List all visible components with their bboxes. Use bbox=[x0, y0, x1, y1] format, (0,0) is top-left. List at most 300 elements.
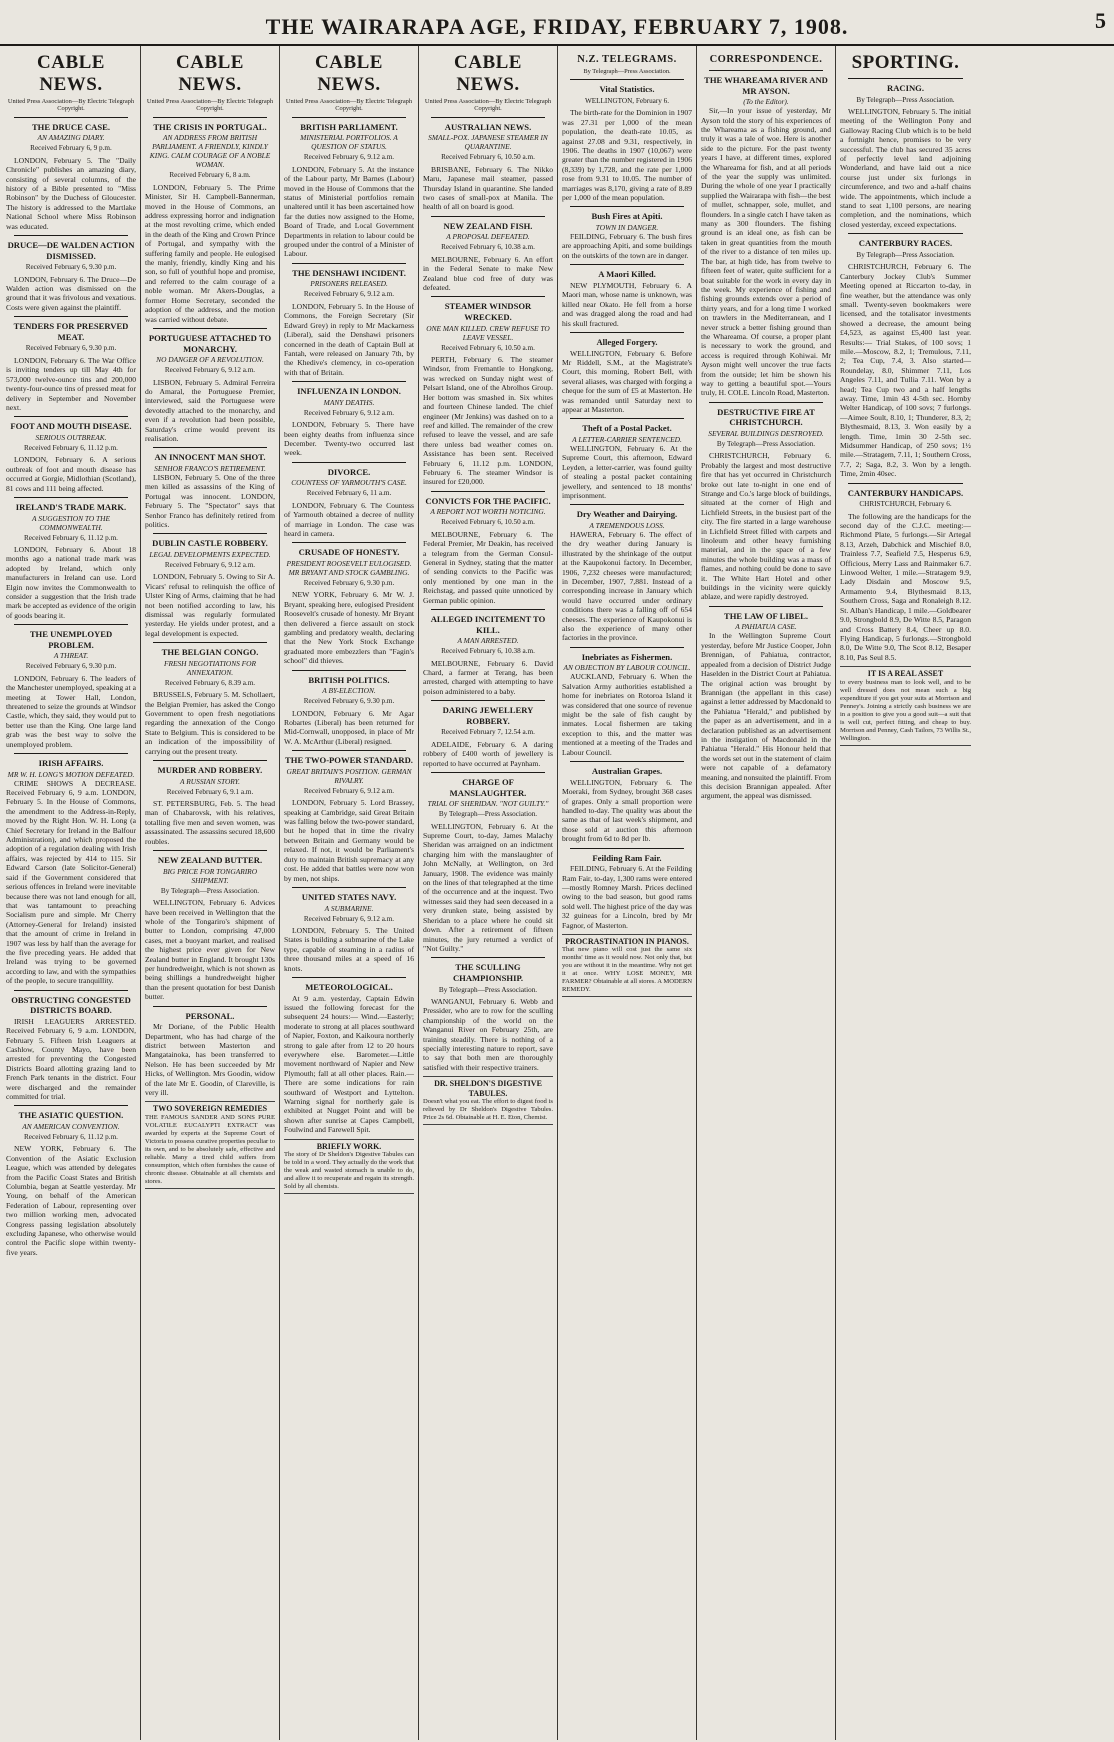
news-story bbox=[284, 670, 414, 747]
news-story bbox=[423, 609, 553, 696]
divider bbox=[431, 216, 545, 217]
news-story bbox=[6, 624, 136, 749]
divider bbox=[431, 957, 545, 958]
story-headline: Theft of a Postal Packet. bbox=[582, 423, 672, 434]
news-story bbox=[145, 328, 275, 443]
story-subheading: A RUSSIAN STORY. bbox=[180, 776, 240, 786]
story-body: WELLINGTON, February 6. Advices have been received in Wellington that the whole of the Tongariro's shipment of butter to London, comprising 47,000 cases, met a buoyant market, and realised the highest price ever given for New Zealand butter in England. It brought 130s per hundredweight, which is not shown as being shillings a hundredweight higher than the present quotation for best Danish butter. bbox=[145, 898, 275, 1002]
story-headline: UNITED STATES NAVY. bbox=[301, 891, 397, 902]
story-subheading: (To the Editor). bbox=[743, 97, 789, 107]
story-subheading: PRESIDENT ROOSEVELT EULOGISED. MR BRYANT AND STOCK GAMBLING. bbox=[286, 558, 412, 577]
story-body: LONDON, February 6. The Countess of Yarmouth obtained a decree of nullity of marriage in London. The case was heard in camera. bbox=[284, 500, 414, 538]
story-body: CRIME SHOWS A DECREASE. Received February 6, 9 a.m. LONDON, February 5. In the House of Commons, the amendment to the Address-in-Reply, moved by the Right Hon. W. H. Long (a Chief Secretary for Ireland in the Balfour Administration), and which proposed the adoption of a regulation dealing with Irish affairs, was rejected by 414 to 115. Sir Edward Carson (late Solicitor-General) said if the Government considered that serious offences in Ireland were inevitable because there was not land enough for all, that was tantamount to preaching Socialism pure and simple. Mr Cherry (Attorney-General for Ireland) insisted that the amount of crime in Ireland in 1907 was less by half than the average for the five preceding years. He added that Ireland was trying to be governed according to law, and with the sympathies of the people, to secure tranquillity. bbox=[6, 778, 136, 986]
story-dateline: Received February 6, 9.12 a.m. bbox=[303, 290, 395, 299]
story-body: LONDON, February 5. Owing to Sir A. Vicars' refusal to relinquish the office of Ulster King of Arms, claiming that he had not been notified according to law, his dismissal was regularly formulated yesterday. He yields under protest, and a legal development is expected. bbox=[145, 572, 275, 638]
story-subheading: TOWN IN DANGER. bbox=[595, 223, 659, 233]
story-headline: IRISH AFFAIRS. bbox=[38, 758, 104, 769]
divider bbox=[431, 609, 545, 610]
divider bbox=[848, 233, 963, 234]
story-body: MELBOURNE, February 6. The Federal Premier, Mr Deakin, has received a telegram from the German Consul-General in Sydney, stating that the matter of sending convicts to the Pacific was only mentioned by one man in the Reichstag, and passed quite unnoticed by German public opinion. bbox=[423, 529, 553, 605]
divider bbox=[292, 750, 406, 751]
story-headline: RACING. bbox=[886, 83, 924, 93]
story-headline: AUSTRALIAN NEWS. bbox=[444, 121, 532, 132]
story-body: HAWERA, February 6. The effect of the dry weather during January is illustrated by the shrinkage of the output at the Kaupokonui factory. In December, 1906, 7,232 cheeses were manufactured; in December, 1907, 7,881. Instead of a corresponding increase in January which would have occurred under ordinary conditions there was a falling off of 654 cheeses. The experience of Kaupokonui is also the experience of many other factories in the province. bbox=[562, 529, 692, 643]
story-headline: DUBLIN CASTLE ROBBERY. bbox=[152, 538, 268, 549]
story-body: Mr Doriane, of the Public Health Department, who has had charge of the district between Masterton and Mangatainoka, has been transferred to Nelson. He has been succeeded by Mr Hicks, of Wellington. Mrs Goodin, widow of the late Mr E. Goodin, of Clareville, is very ill. bbox=[145, 1022, 275, 1097]
story-dateline: Received February 6, 9 p.m. bbox=[30, 144, 112, 153]
story-dateline: Received February 6, 11 a.m. bbox=[306, 489, 392, 498]
news-story bbox=[562, 647, 692, 757]
story-dateline: Received February 6, 9.30 p.m. bbox=[303, 697, 395, 706]
story-dateline: By Telegraph—Press Association. bbox=[160, 886, 260, 895]
column-4 bbox=[419, 46, 558, 1740]
story-headline: CANTERBURY RACES. bbox=[858, 238, 953, 249]
news-story bbox=[6, 117, 136, 231]
story-dateline: By Telegraph—Press Association. bbox=[716, 439, 816, 448]
divider bbox=[153, 1006, 267, 1007]
news-story bbox=[562, 79, 692, 202]
story-headline: Alleged Forgery. bbox=[596, 336, 658, 347]
story-body: LONDON, February 5. In the House of Commons, the Foreign Secretary (Sir Edward Grey) in reply to Mr Mackarness (Liberal), said the Denshawi prisoners concerned in the death of Captain Bull at Fantah, were released on January 7th, by the Khedive's clemency, in co-operation with that of Britain. bbox=[284, 301, 414, 377]
news-story bbox=[423, 296, 553, 486]
divider bbox=[570, 264, 684, 265]
story-subheading: A REPORT NOT WORTH NOTICING. bbox=[430, 507, 546, 517]
news-story bbox=[423, 491, 553, 605]
advertisement-body: That new piano will cost just the same six months' time as it would now. Not only that, but you are without it in the meantime. Why not get it at once. WHY LOSE MONEY, MR FARMER? Obtainable at all stores. A MODERN REMEDY. bbox=[562, 946, 692, 994]
divider bbox=[848, 78, 963, 79]
story-headline: THE TWO-POWER STANDARD. bbox=[285, 755, 413, 766]
news-story bbox=[145, 1006, 275, 1098]
story-subheading: A SUBMARINE. bbox=[324, 903, 374, 913]
story-body: NEW YORK, February 6. Mr W. J. Bryant, speaking here, eulogised President Roosevelt's crusade of honesty. Mr Bryant then delivered a fierce assault on stock gambling and predatory wealth, declaring that the New York Stock Exchange graduated more embezzlers than "Fagin's school" did thieves. bbox=[284, 590, 414, 666]
story-body: LONDON, February 5. The United States is building a submarine of the Lake type, capable of steaming in a radius of three thousand miles at a speed of 16 knots. bbox=[284, 925, 414, 973]
story-headline: CRUSADE OF HONESTY. bbox=[298, 547, 400, 558]
story-subheading: MINISTERIAL PORTFOLIOS. A QUESTION OF STATUS. bbox=[300, 133, 398, 152]
column-heading: CABLE NEWS. bbox=[315, 52, 383, 95]
news-story bbox=[145, 447, 275, 529]
story-subheading: SEVERAL BUILDINGS DESTROYED. bbox=[708, 428, 824, 438]
story-dateline: Received February 6, 9.1 a.m. bbox=[166, 787, 254, 796]
divider bbox=[848, 483, 963, 484]
story-subheading: COUNTESS OF YARMOUTH'S CASE. bbox=[291, 478, 407, 488]
story-body: ST. PETERSBURG, Feb. 5. The head man of Chabarovsk, with his relatives, totalling five men and seven women, was assassinated. The assassins secured 18,600 roubles. bbox=[145, 799, 275, 846]
story-dateline: Received February 6, 11.12 p.m. bbox=[24, 1133, 118, 1141]
story-headline: FOOT AND MOUTH DISEASE. bbox=[10, 421, 132, 432]
masthead bbox=[0, 0, 1114, 46]
story-subheading: A THREAT. bbox=[53, 651, 89, 661]
column-heading: N.Z. TELEGRAMS. bbox=[577, 54, 677, 65]
story-headline: Feilding Ram Fair. bbox=[592, 852, 662, 863]
story-dateline: By Telegraph—Press Association. bbox=[438, 810, 538, 819]
story-subheading: FRESH NEGOTIATIONS FOR ANNEXATION. bbox=[163, 658, 257, 677]
story-headline: Vital Statistics. bbox=[599, 84, 655, 95]
news-story bbox=[6, 235, 136, 312]
story-headline: THE DENSHAWI INCIDENT. bbox=[292, 267, 406, 278]
story-headline: THE SCULLING CHAMPIONSHIP. bbox=[452, 962, 524, 983]
divider bbox=[292, 670, 406, 671]
divider bbox=[431, 700, 545, 701]
newspaper-title: THE WAIRARAPA AGE, FRIDAY, FEBRUARY 7, 1908. bbox=[265, 14, 849, 39]
story-headline: THE UNEMPLOYED PROBLEM. bbox=[29, 629, 113, 650]
news-story bbox=[6, 316, 136, 412]
story-body: LONDON, February 6. The Druce—De Walden action was dismissed on the ground that it was frivolous and vexatious. Costs were given against the plaintiff. bbox=[6, 274, 136, 312]
story-dateline: Received February 6, 9.12 a.m. bbox=[303, 408, 395, 417]
story-body: LONDON, February 6. Mr Agar Robartes (Liberal) has been returned for Mid-Cornwall, unopposed, in place of Mr W. A. McArthur (Liberal) resigned. bbox=[284, 708, 414, 746]
story-headline: IRELAND'S TRADE MARK. bbox=[15, 501, 127, 512]
divider bbox=[292, 462, 406, 463]
story-subheading: NO DANGER OF A REVOLUTION. bbox=[156, 355, 264, 365]
page-number: 5 bbox=[1095, 8, 1106, 33]
news-story bbox=[145, 642, 275, 756]
story-body: WELLINGTON, February 6. At the Supreme Court, this afternoon, Edward Leyden, a letter-carrier, was found guilty of stealing a postal packet containing jewellery, and sentenced to 18 months' imprisonment. bbox=[562, 443, 692, 500]
story-subheading: A LETTER-CARRIER SENTENCED. bbox=[572, 434, 682, 444]
story-dateline: By Telegraph—Press Association. bbox=[856, 250, 955, 259]
divider bbox=[14, 235, 128, 236]
story-headline: THE DRUCE CASE. bbox=[31, 121, 111, 132]
story-headline: METEOROLOGICAL. bbox=[305, 981, 393, 992]
story-dateline: Received February 6, 10.50 a.m. bbox=[441, 343, 535, 352]
story-headline: DESTRUCTIVE FIRE AT CHRISTCHURCH. bbox=[717, 406, 815, 428]
story-subheading: A PROPOSAL DEFEATED. bbox=[446, 232, 530, 242]
news-story bbox=[562, 761, 692, 843]
story-body: LONDON, February 6. A serious outbreak of foot and mouth disease has occurred at Gorgie, Midlothian (Scotland), 81 cows and 111 being affected. bbox=[6, 455, 136, 493]
advertisement-body: Doesn't what you eat. The effort to digest food is relieved by Dr Sheldon's Digestive Tabules. Price 2s 6d. Obtainable at H. E. Eton, Chemist. bbox=[423, 1097, 553, 1121]
story-dateline: Received February 6, 8 a.m. bbox=[169, 171, 251, 180]
story-body: PERTH, February 6. The steamer Windsor, from Fremantle to Hongkong, was wrecked on Sunday night west of Pelsart Island, one of the Abrolhos Group. Her bottom was smashed in. Six whites and fourteen Chinese landed. The chief engineer (Mr Jenkins) was dashed on to a reef and killed. The remainder of the crew refused to leave the vessel, and are safe there unless bad weather comes on. Assistance has been sent. Received February 6, 11.12 p.m. LONDON, February 6. The steamer Windsor is insured for £20,000. bbox=[423, 355, 553, 487]
news-story bbox=[562, 848, 692, 930]
story-headline: PORTUGUESE ATTACHED TO MONARCHY. bbox=[148, 332, 272, 354]
story-body: FEILDING, February 6. At the Feilding Ram Fair, to-day, 1,300 rams were entered—mostly Romney Marsh. Prices declined owing to the bad season, but good rams sold well. The highest price of the day was 32 guineas for a Lincoln, bred by Mr Fagnor, of Masterton. bbox=[562, 864, 692, 930]
story-subheading: A PAHIATUA CASE. bbox=[735, 622, 797, 632]
story-headline: Bush Fires at Apiti. bbox=[591, 211, 663, 222]
story-body: In the Wellington Supreme Court yesterday, before Mr Justice Cooper, John Brennigan, of Pahiatua, contractor, appealed from a decision of District Judge Haselden in the District Court at Pahiatua. The original action was brought by Brannigan (the appellant in this case) against a letter addressed by Macdonald to the Pahiatua "Herald," and published by the paper as an advertisement, and in a declaration published as an advertisement in the instigation of Macdonald in the Pahiatua "Herald." His Honour held that the words set out in the statement of claim were not capable of a defamatory meaning, and nonsuited the plaintiff. From this decision Brannigan appealed. After argument, the appeal was dismissed. bbox=[701, 631, 831, 801]
story-subheading: MANY DEATHS. bbox=[323, 397, 375, 407]
story-subheading: A BY-ELECTION. bbox=[322, 686, 376, 696]
story-body: The birth-rate for the Dominion in 1907 was 27.31 per 1,000 of the mean population, the death-rate 10.05, as against 27.08 and 9.31, respectively, in 1906. The deaths in 1907 (10,067) were greater than the number registered in 1906 (8,339) by 1,728, and the rate per 1,000 rose from 9.31 to 10.05. The number of marriages was 8,170, giving a rate of 8.89 per 1,000 of the mean population. bbox=[562, 108, 692, 203]
story-headline: NEW ZEALAND BUTTER. bbox=[157, 855, 263, 866]
divider bbox=[570, 647, 684, 648]
story-subheading: SENHOR FRANCO'S RETIREMENT. bbox=[154, 463, 266, 473]
story-headline: DRUCE—DE WALDEN ACTION DISMISSED. bbox=[7, 240, 135, 261]
story-body: At 9 a.m. yesterday, Captain Edwin issued the following forecast for the subsequent 24 hours:— Wind.—Easterly; moderate to strong at all places southward of Napier, Foxton, and Kaikoura northerly strong to gale after from 12 to 20 hours everywhere else. Barometer.—Little movement northward of Napier and New Plymouth; fall at all other places. Rain.—There are some indications for rain southward of Westport and Lyttelton. Warning signal for northerly gale is exhibited at Nugget Point and will be shown after sunrise at Capes Campbell, Foulwind and Farewell Spit. bbox=[284, 993, 414, 1135]
column-3 bbox=[280, 46, 419, 1740]
advertisement-body: to every business man to look well, and to be well dressed does not mean such a big expenditure if you get your suits at Morrison and Penney's. Joining a strictly cash business we are in a position to give you a good suit—a suit that is well cut, perfect fitting, and cheap to buy. Morrison and Penney, Cash Tailors, 73 Willis St., Wellington. bbox=[840, 678, 971, 742]
story-dateline: Received February 6, 9.30 p.m. bbox=[25, 662, 117, 671]
advertisement bbox=[145, 1101, 275, 1188]
story-dateline: By Telegraph—Press Association. bbox=[438, 985, 538, 994]
story-headline: MURDER AND ROBBERY. bbox=[157, 765, 263, 776]
divider bbox=[431, 296, 545, 297]
news-story bbox=[284, 542, 414, 665]
column-heading: CORRESPONDENCE. bbox=[709, 54, 823, 65]
divider bbox=[14, 990, 128, 991]
news-story bbox=[423, 216, 553, 293]
column-attribution: United Press Association—By Electric Telegraph Copyright. bbox=[7, 98, 135, 113]
advertisement-body: THE FAMOUS SANDER AND SONS PURE VOLATILE EUCALYPTI EXTRACT was awarded by experts at the Supreme Court of Victoria to possess curative properties peculiar to its own, and to be absolutely safe, effective and reliable. Many a tired child suffers from consumption, which often furnishes the cause of chronic disease. Obtainable at all chemists and stores. bbox=[145, 1113, 275, 1185]
story-body: LONDON, February 5. The Prime Minister, Sir H. Campbell-Bannerman, moved in the House of Commons, an address expressing horror and indignation at the most revolting crime, which ended in the death of the King and Crown Prince of Portugal, and sympathy with the suffering family and people. He eulogised the manly, friendly, kindly King and his son, so full of youthful hope and promise, and referred to the calm courage of a noble woman. Mr Akers-Douglas, a former Home Secretary, seconded the adoption of the address, and the motion was carried without debate. bbox=[145, 182, 275, 324]
story-subheading: AN AMAZING DIARY. bbox=[37, 133, 105, 143]
story-headline: THE WHAREAMA RIVER AND MR AYSON. bbox=[704, 75, 828, 96]
column-attribution: By Telegraph—Press Association. bbox=[583, 68, 671, 75]
story-dateline: Received February 6, 9.30 p.m. bbox=[303, 578, 395, 587]
story-body: WELLINGTON, February 5. The initial meeting of the Wellington Pony and Galloway Racing Club which is to be held a fortnight hence, promises to be very successful. The club has secured 35 acres of perfectly level land adjoining Wonderland, and have laid out a nice course just under six furlongs in circumference, and two and a-half chains wide. The appointments, which include a stand to seat 1,100 persons, are nearing completion, and the nominations, which closed yesterday, exceed expectations. bbox=[840, 107, 971, 229]
news-story bbox=[840, 78, 971, 229]
column-5 bbox=[558, 46, 697, 1740]
story-body: WANGANUI, February 6. Webb and Pressider, who are to row for the sculling championship of the world on the Wanganui River on February 25th, are training steadily. There is nothing of a specially interesting nature to report, save to say that both men are thoroughly satisfied with their respective trainers. bbox=[423, 996, 553, 1072]
story-body: BRISBANE, February 6. The Nikko Maru, Japanese mail steamer, passed Thursday Island in quarantine. She landed two cases of small-pox at Manila. The health of all on board is good. bbox=[423, 164, 553, 212]
news-story bbox=[701, 606, 831, 801]
story-headline: CANTERBURY HANDICAPS. bbox=[847, 487, 964, 498]
divider bbox=[570, 79, 684, 80]
story-body: NEW YORK, February 6. The Convention of the Asiatic Exclusion League, which was attended by delegates from the Pacific Coast States and British Columbia, began at Seattle yesterday. Mr Young, on behalf of the American Federation of Labour, representing over two million working men, advocated Congress passing legislation absolutely excluding Japanese, who otherwise would control the Pacific slope within twenty-five years. bbox=[6, 1144, 136, 1257]
news-story bbox=[145, 117, 275, 324]
news-story bbox=[6, 416, 136, 493]
news-story bbox=[840, 483, 971, 663]
divider bbox=[292, 263, 406, 264]
news-story bbox=[6, 497, 136, 620]
divider bbox=[153, 850, 267, 851]
story-body: WELLINGTON, February 6. At the Supreme Court, to-day, James Malachy Sheridan was arraigned on an indictment charging him with the manslaughter of John McNally, at Wellington, on 3rd January, 1908. The evidence was mainly on the lines of that telegraphed at the time of the occurrence and at the inquest. Two witnesses said they had seen deceased in a very drunken state, being assisted by Sheridan to a place where he could sit down. After a retirement of fifteen minutes, the jury returned a verdict of "Not Guilty." bbox=[423, 821, 553, 953]
story-body: LONDON, February 5. The "Daily Chronicle" publishes an amazing diary, consisting of several columns, of the history of a Bible presented to "Miss Robinson" by the Duchess of Gloucester. The history is addressed to the Martlake National School where Miss Robinson was educated. bbox=[6, 155, 136, 231]
divider bbox=[14, 416, 128, 417]
story-dateline: Received February 6, 9.12 a.m. bbox=[164, 560, 256, 569]
divider bbox=[153, 117, 267, 118]
advertisement bbox=[840, 666, 971, 745]
news-story bbox=[423, 772, 553, 953]
story-headline: THE CRISIS IN PORTUGAL. bbox=[153, 121, 267, 132]
story-dateline: Received February 6, 9.12 a.m. bbox=[303, 914, 395, 923]
story-body: LONDON, February 5. Lord Brassey, speaking at Cambridge, said Great Britain was falling below the two-power standard, but he hoped that in time the rivalry between Britain and Germany would be relaxed. If not, it would be Parliament's duty to maintain British supremacy at any cost. He added that battles were now won by men, not ships. bbox=[284, 798, 414, 883]
story-subheading: BIG PRICE FOR TONGARIRO SHIPMENT. bbox=[162, 866, 258, 885]
column-attribution: United Press Association—By Electric Telegraph Copyright. bbox=[146, 98, 274, 113]
story-headline: STEAMER WINDSOR WRECKED. bbox=[444, 301, 532, 323]
news-story bbox=[284, 887, 414, 973]
news-story bbox=[284, 750, 414, 883]
divider bbox=[292, 117, 406, 118]
story-subheading: SMALL-POX. JAPANESE STEAMER IN QUARANTINE. bbox=[428, 133, 548, 152]
story-headline: THE LAW OF LIBEL. bbox=[723, 610, 809, 621]
story-dateline: WELLINGTON, February 6. bbox=[584, 97, 670, 105]
column-heading: CABLE NEWS. bbox=[37, 52, 105, 95]
column-6 bbox=[697, 46, 836, 1740]
divider bbox=[709, 606, 823, 607]
news-story bbox=[145, 850, 275, 1001]
story-subheading: PRISONERS RELEASED. bbox=[310, 279, 388, 289]
divider bbox=[153, 447, 267, 448]
divider bbox=[570, 332, 684, 333]
divider bbox=[431, 491, 545, 492]
news-story bbox=[284, 117, 414, 259]
columns bbox=[2, 46, 1112, 1740]
column-1 bbox=[2, 46, 141, 1740]
story-body: AUCKLAND, February 6. When the Salvation Army authorities established a home for inebriates on Rotoroa Island it was considered that one source of revenue might be the sale of fish caught by inmates. Local fishermen are taking exception to this, and the matter was mentioned at a meeting of the Trades and Labour Council. bbox=[562, 672, 692, 757]
story-headline: A Maori Killed. bbox=[598, 269, 656, 280]
story-headline: BRITISH POLITICS. bbox=[308, 674, 390, 685]
story-subheading: GREAT BRITAIN'S POSITION. GERMAN RIVALRY. bbox=[286, 766, 412, 785]
story-subheading: MR W. H. LONG'S MOTION DEFEATED. bbox=[7, 769, 135, 779]
divider bbox=[570, 418, 684, 419]
story-dateline: Received February 6, 9.12 a.m. bbox=[303, 153, 395, 162]
story-headline: THE BELGIAN CONGO. bbox=[161, 647, 259, 658]
story-headline: CONVICTS FOR THE PACIFIC. bbox=[425, 495, 551, 506]
divider bbox=[153, 642, 267, 643]
story-dateline: Received February 6, 8.39 a.m. bbox=[164, 678, 256, 687]
news-story bbox=[284, 977, 414, 1135]
divider bbox=[14, 497, 128, 498]
story-body: CHRISTCHURCH, February 6. Probably the largest and most destructive fire that has yet occurred in Christchurch broke out late to-night in one end of Strange and Co.'s large block of buildings, situated at the corner of High and Lichfield Streets, in the busiest part of the city. The fire started in a large warehouse in Lichfield Street filled with carpets and linoleum and other heavy furnishing material, and in the space of a few minutes the whole building was a mass of flames, and nothing could be done to save it. The White Hart Hotel and other buildings in the vicinity were quickly ablaze, and were rapidly destroyed. bbox=[701, 451, 831, 602]
story-dateline: CHRISTCHURCH, February 6. bbox=[859, 500, 952, 509]
story-body: BRUSSELS, February 5. M. Schollaert, the Belgian Premier, has asked the Congo Government to open fresh negotiations regarding the annexation of the Congo State to Belgium. This is considered to be an indication of the impossibility of carrying out the present treaty. bbox=[145, 690, 275, 756]
column-7 bbox=[836, 46, 975, 1740]
story-headline: DARING JEWELLERY ROBBERY. bbox=[442, 705, 534, 726]
advertisement-heading: DR. SHELDON'S DIGESTIVE TABULES. bbox=[434, 1079, 542, 1098]
story-body: WELLINGTON, February 6. The Moeraki, from Sydney, brought 368 cases of grapes. Only a small proportion were handled to-day. The quality was about the same as that of last week's shipment, and those sold at auction this afternoon brought from 6d to 8d per lb. bbox=[562, 777, 692, 844]
story-body: MELBOURNE, February 6. An effort in the Federal Senate to make New Zealand blue cod free of duty was defeated. bbox=[423, 254, 553, 293]
column-heading: SPORTING. bbox=[851, 52, 960, 73]
story-body: LONDON, February 5. There have been eighty deaths from influenza since December. Twenty-two occurred last week. bbox=[284, 420, 414, 458]
story-headline: INFLUENZA IN LONDON. bbox=[297, 386, 401, 397]
news-story bbox=[562, 504, 692, 642]
story-body: ADELAIDE, February 6. A daring robbery of £400 worth of jewellery is reported to have occurred at Paynham. bbox=[423, 739, 553, 768]
story-dateline: Received February 6, 10.38 a.m. bbox=[441, 243, 535, 252]
column-attribution: United Press Association—By Electric Telegraph Copyright. bbox=[424, 98, 552, 113]
news-story bbox=[6, 753, 136, 986]
story-headline: CHARGE OF MANSLAUGHTER. bbox=[449, 777, 527, 798]
story-headline: NEW ZEALAND FISH. bbox=[443, 220, 533, 231]
story-headline: TENDERS FOR PRESERVED MEAT. bbox=[13, 321, 129, 342]
advertisement bbox=[562, 934, 692, 997]
news-story bbox=[145, 533, 275, 638]
news-story bbox=[562, 264, 692, 328]
story-headline: AN INNOCENT MAN SHOT. bbox=[154, 452, 266, 463]
column-heading: CABLE NEWS. bbox=[176, 52, 244, 95]
story-subheading: LEGAL DEVELOPMENTS EXPECTED. bbox=[149, 549, 271, 559]
advertisement-heading: IT IS A REAL ASSET bbox=[867, 669, 944, 679]
story-body: LISBON, February 5. Admiral Ferreira do Amaral, the Portuguese Premier, interviewed, said the Portuguese were devotedly attached to the monarchy, and even if a revolution had been possible, Saturday's crime would prevent its realisation. bbox=[145, 377, 275, 443]
divider bbox=[14, 316, 128, 317]
story-body: WELLINGTON, February 6. Before Mr Riddell, S.M., at the Magistrate's Court, this morning, Robert Bell, with several aliases, was charged with forging a cheque for the sum of £5 at Masterton. He was remanded until Saturday next to appear at Masterton. bbox=[562, 348, 692, 414]
divider bbox=[153, 760, 267, 761]
news-story bbox=[423, 117, 553, 212]
news-story bbox=[423, 957, 553, 1072]
story-headline: OBSTRUCTING CONGESTED DISTRICTS BOARD. bbox=[11, 994, 131, 1016]
story-body: IRISH LEAGUERS ARRESTED. Received February 6, 9 a.m. LONDON, February 5. Fifteen Irish Leaguers at Cashlow, County Mayo, have been arrested for preventing the Congested Districts Board allotting grazing land to French Park tenants in the district. Four were discharged and the remainder committed for trial. bbox=[6, 1016, 136, 1101]
story-dateline: Received February 7, 12.54 a.m. bbox=[441, 728, 535, 737]
divider bbox=[292, 887, 406, 888]
divider bbox=[14, 624, 128, 625]
divider bbox=[570, 848, 684, 849]
story-subheading: TRIAL OF SHERIDAN. "NOT GUILTY." bbox=[427, 799, 549, 809]
story-body: The following are the handicaps for the second day of the C.J.C. meeting:— Richmond Plate, 5 furlongs.—Sir Artegal 8.13, Arzeh, Dabchick and Mischief 8.0, Trainless 7.7, Seafield 7.5, Hesperus 6.9, Officious, Merry Lass and Rainmaker 6.7. Linwood Welter, 1 mile.—Stratagem 9.9, Lady Disdain and Moscow 9.5, Armamento 9.4, Blythesmaid 8.13, Southern Cross, Saga and Ronaleigh 8.12. St. Alban's Handicap, 1 mile.—Goldbearer 9.0, Strongbold 8.9, De Witte 8.5, Paragon and Cross Battery 8.4, Cheer up 8.0. Flying Handicap, 5 furlongs.—Strongbold 8.0, De Witte 9.0, The Scot 8.12, Besaper 8.10, Pas Seul 8.5. bbox=[840, 511, 971, 662]
advertisement bbox=[284, 1139, 414, 1194]
news-story bbox=[423, 700, 553, 768]
story-dateline: Received February 6, 9.12 a.m. bbox=[303, 786, 395, 795]
news-story bbox=[840, 233, 971, 478]
story-headline: Inebriates as Fishermen. bbox=[581, 651, 673, 662]
story-subheading: A SUGGESTION TO THE COMMONWEALTH. bbox=[32, 513, 110, 532]
story-dateline: Received February 6, 10.50 a.m. bbox=[441, 518, 535, 527]
story-body: MELBOURNE, February 6. David Chard, a farmer at Terang, has been arrested, charged with attempting to have poison administered to a baby. bbox=[423, 658, 553, 696]
column-2 bbox=[141, 46, 280, 1740]
column-attribution: United Press Association—By Electric Telegraph Copyright. bbox=[285, 98, 413, 113]
story-subheading: AN OBJECTION BY LABOUR COUNCIL. bbox=[563, 663, 691, 673]
story-subheading: AN AMERICAN CONVENTION. bbox=[22, 1122, 120, 1131]
divider bbox=[292, 381, 406, 382]
story-subheading: AN ADDRESS FROM BRITISH PARLIAMENT. A FRIENDLY, KINDLY KING. CALM COURAGE OF A NOBLE WOMAN. bbox=[149, 133, 271, 170]
story-subheading: ONE MAN KILLED. CREW REFUSE TO LEAVE VESSEL. bbox=[426, 323, 550, 342]
story-dateline: Received February 6, 9.30 p.m. bbox=[25, 263, 117, 272]
story-headline: THE ASIATIC QUESTION. bbox=[18, 1110, 124, 1121]
story-dateline: Received February 6, 10.38 a.m. bbox=[441, 647, 535, 656]
advertisement-heading: BRIEFLY WORK. bbox=[316, 1141, 382, 1151]
story-body: LONDON, February 5. At the instance of the Labour party, Mr Barnes (Labour) moved in the House of Commons that the status of Ministerial portfolios remain unaltered until it has been ascertained how far the duties now assigned to the Home, Board of Trade, and Local Government Departments in relation to labour could be grouped under the control of a Minister of Labour. bbox=[284, 164, 414, 259]
news-story bbox=[145, 760, 275, 846]
news-story bbox=[701, 402, 831, 602]
divider bbox=[570, 504, 684, 505]
story-headline: Dry Weather and Dairying. bbox=[576, 509, 678, 520]
story-subheading: A MAN ARRESTED. bbox=[457, 636, 519, 646]
story-dateline: Received February 6, 11.12 p.m. bbox=[24, 443, 118, 452]
divider bbox=[292, 977, 406, 978]
news-story bbox=[562, 418, 692, 500]
story-body: FEILDING, February 6. The bush fires are approaching Apiti, and some buildings on the outskirts of the town are in danger. bbox=[562, 232, 692, 260]
story-subheading: A TREMENDOUS LOSS. bbox=[589, 520, 665, 530]
story-dateline: Received February 6, 11.12 p.m. bbox=[24, 533, 118, 542]
story-body: CHRISTCHURCH, February 6. The Canterbury Jockey Club's Summer Meeting opened at Riccarton to-day, in fine weather, but the attendance was only small. Twenty-seven bookmakers were licensed, and the totalisator investments showed a decrease, the amount being £4,523, as against £5,400 last year. Results:— Trial Stakes, of 100 sovs; 1 mile.—Moscow, 8.2, 1; Tremulous, 7.11, 2; Tea Cup, 7.4, 3. Also started—Roundelay, 8.0, Shimmer 7.11, Los Angeles 7.11, and Tullia 7.11. Won by a head; Tea Cup two and a half lengths away. Time, 1min 43 4-5th sec. Hornby Welter Handicap, of 100 sovs; 7 furlongs.—Aimee Soult, 8.10, 1; Thunderer, 8.3, 2; Blythesmaid, 8.13, 3. Won easily by a length. Time, 1min 30 2-5th sec. Midsummer Handicap, of 250 sovs; 1½ mile.—Stratagem, 7.11, 1; Southern Cross, 7.7, 2; Saga, 8.2, 3. Won by a length. Time, 2min 40sec. bbox=[840, 262, 971, 479]
divider bbox=[709, 402, 823, 403]
story-headline: DIVORCE. bbox=[327, 466, 371, 477]
divider bbox=[709, 70, 823, 71]
story-body: LISBON, February 5. One of the three men killed as assassins of the King of Portugal was innocent. LONDON, February 5. The "Spectator" says that Senhor Franco has definitely retired from politics. bbox=[145, 472, 275, 529]
advertisement-heading: TWO SOVEREIGN REMEDIES bbox=[152, 1104, 268, 1114]
divider bbox=[14, 117, 128, 118]
story-headline: Australian Grapes. bbox=[591, 766, 663, 777]
story-subheading: SERIOUS OUTBREAK. bbox=[35, 432, 107, 442]
divider bbox=[153, 328, 267, 329]
story-dateline: Received February 6, 9.30 p.m. bbox=[25, 344, 117, 353]
story-headline: BRITISH PARLIAMENT. bbox=[300, 121, 398, 132]
divider bbox=[431, 117, 545, 118]
story-body: Sir,—In your issue of yesterday, Mr Ayson told the story of his experiences of the Whareama as a fishing ground, and truly it was a tale of woe. Here is another side to the picture. For the past twenty years I have, at different times, explored the Whareama for fish, and at all periods of the year the supply was unlimited. During the whole of one year I practically supplied the Wairarapa with fish—the best of mullet, schnapper, sole, mullet, and flounders. In a single catch I have taken as many as 300 flounders. The fishing ground is an ideal one, as fish can be taken in great quantities from the mouth of the river to a distance of ten miles up. The bar, at high tide, has from twelve to fifteen feet of water, quite sufficient for a boat suitable for the work in every day in the week. My experience of fishing and fishing grounds extends over a period of thirty years, and for a long time I worked on trawlers in the Mediterranean, and I never struck a better fishing ground than the Whareama. Of course, a proper plant is necessary to work the ground, and access is required through Kohiwai. Mr Ayson might well uncover the true facts from the outside; let him be shown his way to getting a beautiful spot.—Yours truly, H. COLE. Lincoln Road, Masterton. bbox=[701, 106, 831, 398]
story-body: LONDON, February 6. The War Office is inviting tenders up till May 4th for 573,000 twelve-ounce tins and 200,000 twenty-four-ounce tins of pressed meat for delivery in September and November next. bbox=[6, 355, 136, 412]
column-heading: CABLE NEWS. bbox=[454, 52, 522, 95]
advertisement-body: The story of Dr Sheldon's Digestive Tabules can be told in a word. They actually do the work that the weak and wasted stomach is unable to do, and allow it to recuperate and regain its strength. Sold by all chemists. bbox=[284, 1151, 414, 1191]
news-story bbox=[284, 462, 414, 539]
divider bbox=[153, 533, 267, 534]
news-story bbox=[701, 70, 831, 398]
news-story bbox=[284, 263, 414, 377]
advertisement-heading: PROCRASTINATION IN PIANOS. bbox=[565, 936, 689, 946]
story-headline: PERSONAL. bbox=[185, 1010, 235, 1021]
divider bbox=[14, 1105, 128, 1106]
news-story bbox=[284, 381, 414, 458]
divider bbox=[570, 761, 684, 762]
news-story bbox=[562, 206, 692, 260]
story-headline: ALLEGED INCITEMENT TO KILL. bbox=[430, 614, 546, 635]
news-story bbox=[6, 1105, 136, 1257]
divider bbox=[292, 542, 406, 543]
news-story bbox=[562, 332, 692, 414]
story-body: LONDON, February 6. About 18 months ago a national trade mark was adopted by Ireland, which only manufacturers in Ireland can use. Lord Elgin now invites the Commonwealth to consider a suggestion that the Irish trade mark be accepted as evidence of the origin of goods bearing it. bbox=[6, 544, 136, 620]
divider bbox=[570, 206, 684, 207]
story-dateline: Received February 6, 10.50 a.m. bbox=[441, 153, 535, 162]
divider bbox=[431, 772, 545, 773]
advertisement bbox=[423, 1076, 553, 1125]
story-dateline: Received February 6, 9.12 a.m. bbox=[164, 366, 256, 375]
news-story bbox=[6, 990, 136, 1102]
story-body: NEW PLYMOUTH, February 6. A Maori man, whose name is unknown, was killed near Okato. He fell from a horse and was dragged along the road and had his skull fractured. bbox=[562, 280, 692, 328]
story-dateline: By Telegraph—Press Association. bbox=[856, 95, 955, 104]
